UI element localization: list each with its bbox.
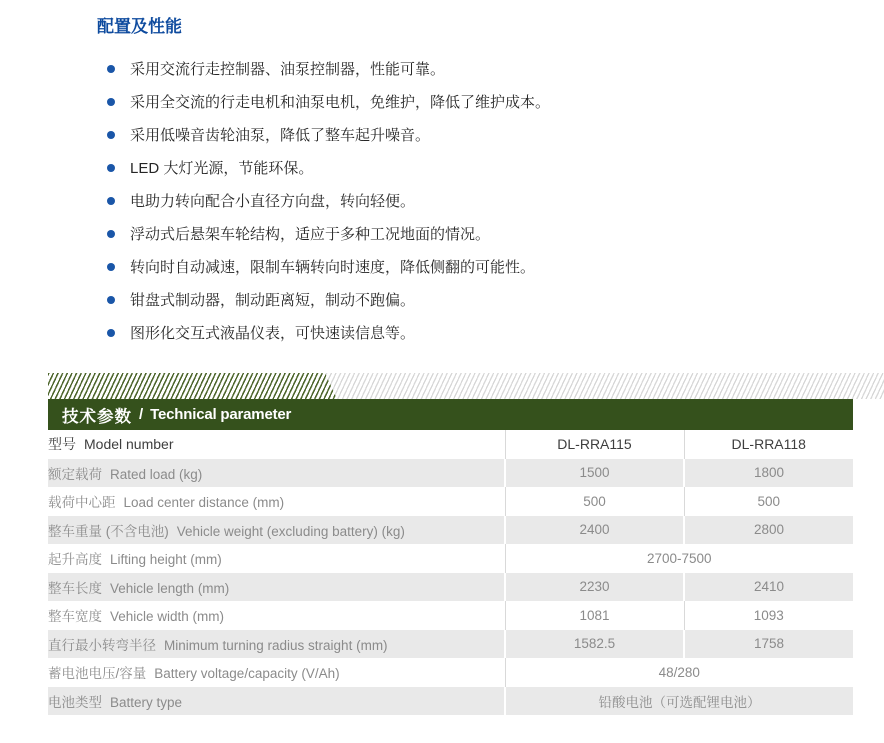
spec-label-en: Rated load (kg) bbox=[110, 466, 203, 482]
bullet-icon bbox=[107, 197, 115, 205]
bullet-icon bbox=[107, 131, 115, 139]
page-title: 配置及性能 bbox=[97, 17, 182, 36]
feature-text: 采用交流行走控制器、油泵控制器，性能可靠。 bbox=[130, 61, 446, 78]
spec-label-en: Vehicle width (mm) bbox=[110, 609, 225, 625]
spec-value-cell: 1500 bbox=[505, 459, 684, 488]
feature-item bbox=[107, 52, 550, 85]
spec-label-cell bbox=[48, 687, 505, 716]
spec-label-en: Minimum turning radius straight (mm) bbox=[164, 637, 388, 653]
decorative-hatch-dark-segment bbox=[48, 373, 348, 399]
feature-item bbox=[107, 316, 550, 349]
spec-value-cell: 2400 bbox=[505, 516, 684, 545]
bullet-icon bbox=[107, 65, 115, 73]
feature-item bbox=[107, 250, 550, 283]
feature-item bbox=[107, 151, 550, 184]
spec-row bbox=[48, 601, 853, 630]
table-title-en: Technical parameter bbox=[150, 406, 292, 423]
spec-label-cell bbox=[48, 459, 505, 488]
feature-text: 转向时自动减速，限制车辆转向时速度，降低侧翻的可能性。 bbox=[130, 259, 536, 276]
table-title-zh: 技术参数 bbox=[62, 407, 132, 426]
spec-label-zh: 载荷中心距 bbox=[48, 495, 116, 511]
feature-item bbox=[107, 217, 550, 250]
spec-label-zh: 直行最小转弯半径 bbox=[48, 637, 156, 653]
model-number-cell: DL-RRA115 bbox=[505, 430, 684, 459]
spec-value-cell: 1800 bbox=[684, 459, 853, 488]
spec-label-cell bbox=[48, 658, 505, 687]
table-header bbox=[48, 399, 853, 430]
spec-label-cell bbox=[48, 573, 505, 602]
spec-value-cell-merged: 铅酸电池（可选配锂电池） bbox=[505, 687, 853, 716]
spec-label-cell bbox=[48, 544, 505, 573]
bullet-icon bbox=[107, 98, 115, 106]
spec-label-zh: 起升高度 bbox=[48, 552, 102, 568]
spec-label-en: Battery voltage/capacity (V/Ah) bbox=[154, 666, 340, 682]
spec-label-en: Vehicle weight (excluding battery) (kg) bbox=[176, 523, 405, 539]
spec-row bbox=[48, 459, 853, 488]
spec-row bbox=[48, 573, 853, 602]
bullet-icon bbox=[107, 329, 115, 337]
spec-value-cell-merged: 2700-7500 bbox=[505, 544, 853, 573]
table-title-divider: / bbox=[139, 406, 144, 423]
spec-label-cell bbox=[48, 487, 505, 516]
spec-row bbox=[48, 544, 853, 573]
spec-label-en: Model number bbox=[84, 436, 174, 453]
spec-row bbox=[48, 687, 853, 716]
feature-text: LED 大灯光源，节能环保。 bbox=[130, 160, 314, 177]
feature-item bbox=[107, 283, 550, 316]
spec-label-zh: 蓄电池电压/容量 bbox=[48, 666, 147, 682]
spec-value-cell: 2410 bbox=[684, 573, 853, 602]
spec-label-cell bbox=[48, 601, 505, 630]
feature-list bbox=[107, 52, 550, 349]
spec-row bbox=[48, 516, 853, 545]
spec-label-zh: 整车宽度 bbox=[48, 609, 102, 625]
bullet-icon bbox=[107, 263, 115, 271]
feature-text: 采用全交流的行走电机和油泵电机，免维护，降低了维护成本。 bbox=[130, 94, 551, 111]
bullet-icon bbox=[107, 164, 115, 172]
spec-value-cell: 500 bbox=[505, 487, 684, 516]
feature-text: 电助力转向配合小直径方向盘，转向轻便。 bbox=[130, 193, 416, 210]
spec-label-zh: 型号 bbox=[48, 436, 76, 453]
spec-label-en: Load center distance (mm) bbox=[123, 495, 285, 511]
spec-value-cell: 1093 bbox=[684, 601, 853, 630]
spec-label-cell bbox=[48, 516, 505, 545]
spec-label-cell bbox=[48, 430, 505, 459]
decorative-hatch-band bbox=[48, 373, 884, 399]
feature-item bbox=[107, 184, 550, 217]
feature-text: 采用低噪音齿轮油泵，降低了整车起升噪音。 bbox=[130, 127, 431, 144]
bullet-icon bbox=[107, 230, 115, 238]
spec-row bbox=[48, 658, 853, 687]
spec-label-zh: 整车长度 bbox=[48, 580, 102, 596]
feature-text: 浮动式后悬架车轮结构，适应于多种工况地面的情况。 bbox=[130, 226, 491, 243]
feature-item bbox=[107, 118, 550, 151]
spec-label-cell bbox=[48, 630, 505, 659]
spec-label-en: Lifting height (mm) bbox=[110, 552, 222, 568]
spec-value-cell: 2230 bbox=[505, 573, 684, 602]
spec-value-cell-merged: 48/280 bbox=[505, 658, 853, 687]
spec-value-cell: 1582.5 bbox=[505, 630, 684, 659]
spec-value-cell: 500 bbox=[684, 487, 853, 516]
bullet-icon bbox=[107, 296, 115, 304]
model-number-cell: DL-RRA118 bbox=[684, 430, 853, 459]
model-row bbox=[48, 430, 853, 459]
spec-label-zh: 整车重量 (不含电池) bbox=[48, 523, 169, 539]
spec-value-cell: 2800 bbox=[684, 516, 853, 545]
spec-label-zh: 电池类型 bbox=[48, 694, 102, 710]
spec-value-cell: 1758 bbox=[684, 630, 853, 659]
spec-label-zh: 额定载荷 bbox=[48, 466, 102, 482]
spec-row bbox=[48, 487, 853, 516]
spec-label-en: Battery type bbox=[110, 694, 183, 710]
spec-table bbox=[48, 430, 853, 715]
feature-text: 钳盘式制动器，制动距离短，制动不跑偏。 bbox=[130, 292, 416, 309]
spec-value-cell: 1081 bbox=[505, 601, 684, 630]
feature-item bbox=[107, 85, 550, 118]
feature-text: 图形化交互式液晶仪表，可快速读信息等。 bbox=[130, 325, 416, 342]
spec-row bbox=[48, 630, 853, 659]
spec-label-en: Vehicle length (mm) bbox=[110, 580, 230, 596]
